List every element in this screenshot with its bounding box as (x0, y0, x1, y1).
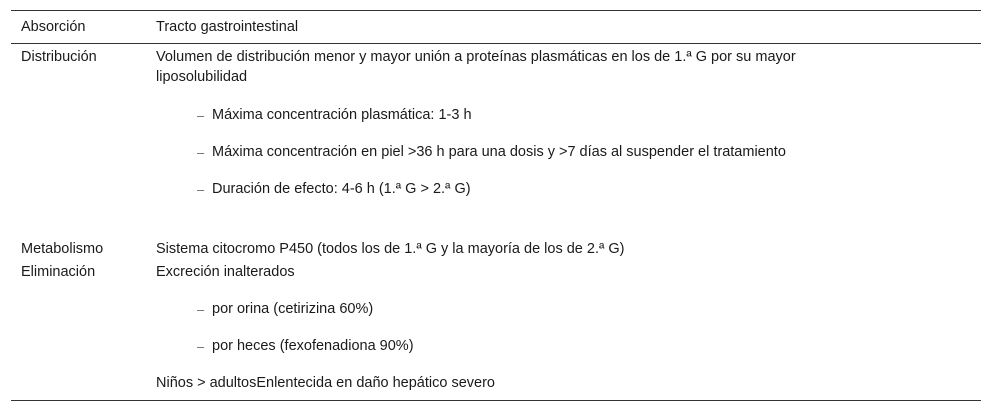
eliminacion-item: por orina (cetirizina 60%) (212, 301, 374, 317)
list-bullet: – (197, 108, 205, 123)
list-bullet: – (197, 145, 205, 160)
eliminacion-item: por heces (fexofenadiona 90%) (212, 338, 414, 354)
row-label-distribucion: Distribución (21, 49, 97, 65)
header-tracto: Tracto gastrointestinal (156, 19, 299, 35)
distribucion-text-line2: liposolubilidad (156, 69, 248, 85)
distribucion-item: Máxima concentración plasmática: 1-3 h (212, 107, 472, 123)
pharmacokinetics-table (11, 10, 981, 401)
distribucion-item: Duración de efecto: 4-6 h (1.ª G > 2.ª G) (212, 181, 471, 197)
distribucion-item: Máxima concentración en piel >36 h para una dosis y >7 días al suspender el tratamiento (212, 144, 786, 160)
list-bullet: – (197, 339, 205, 354)
header-absorcion: Absorción (21, 19, 86, 35)
metabolismo-text: Sistema citocromo P450 (todos los de 1.ª G y la mayoría de los de 2.ª G) (156, 241, 625, 257)
eliminacion-text: Excreción inalterados (156, 264, 295, 280)
row-label-metabolismo: Metabolismo (21, 241, 104, 257)
list-bullet: – (197, 302, 205, 317)
eliminacion-footer: Niños > adultosEnlentecida en daño hepático severo (156, 375, 495, 391)
distribucion-text-line1: Volumen de distribución menor y mayor unión a proteínas plasmáticas en los de 1.ª G por su mayor (156, 49, 796, 65)
row-label-eliminacion: Eliminación (21, 264, 96, 280)
list-bullet: – (197, 182, 205, 197)
header-divider (11, 43, 981, 44)
